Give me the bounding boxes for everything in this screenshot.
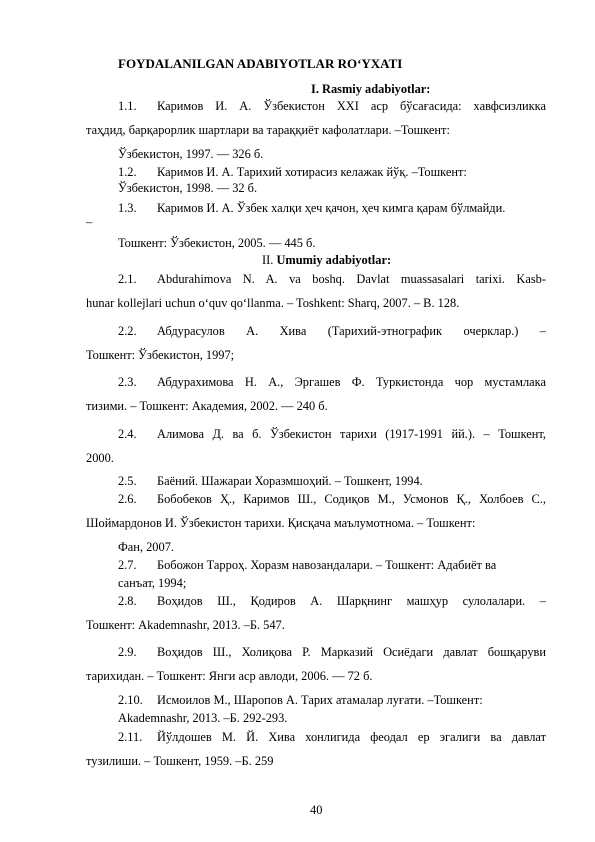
section-prefix: II. <box>262 253 277 267</box>
item-number: 2.3. <box>118 375 137 389</box>
reference-line: Баёний. Шажараи Хоразмшоҳий. – Тошкент, 1994. <box>157 474 423 488</box>
item-number: 2.2. <box>118 324 137 338</box>
reference-line: Воҳидов Ш., Холиқова Р. Марказий Осиёдаги давлат бошқаруви <box>157 645 546 659</box>
item-number: 2.9. <box>118 645 137 659</box>
reference-line: 2000. <box>86 451 114 465</box>
item-number: 2.10. <box>118 693 143 707</box>
reference-line: Ўзбекистон, 1998. — 32 б. <box>118 181 258 195</box>
page-number: 40 <box>310 803 323 817</box>
reference-line: Бобобеков Ҳ., Каримов Ш., Содиқов М., Усмонов Қ., Холбоев С., <box>157 492 546 506</box>
page-title: FOYDALANILGAN ADABIYOTLAR RO‘YXATI <box>118 56 403 71</box>
reference-line: Абдурасулов А. Хива (Тарихий-этнографик очерклар.) – <box>157 324 546 338</box>
reference-line: Каримов И. А. Ўзбекистон XXI аср бўсағасида: хавфсизликка <box>157 99 546 113</box>
reference-line: Бобожон Тарроҳ. Хоразм навозандалари. – Тошкент: Адабиёт ва <box>157 558 497 572</box>
reference-line: – <box>86 215 93 229</box>
reference-line: Исмоилов М., Шаропов А. Тарих атамалар луғати. –Тошкент: <box>157 693 483 707</box>
reference-line: Akademnashr, 2013. –Б. 292-293. <box>118 711 288 725</box>
reference-line: таҳдид, барқарорлик шартлари ва тараққиёт кафолатлари. –Тошкент: <box>86 123 450 137</box>
reference-line: Тошкент: Ўзбекистон, 2005. — 445 б. <box>118 236 316 250</box>
section-heading-official: I. Rasmiy adabiyotlar: <box>311 82 431 96</box>
reference-line: тизими. – Тошкент: Академия, 2002. — 240 б. <box>86 399 328 413</box>
section-heading-general <box>262 252 391 268</box>
reference-line: тарихидан. – Тошкент: Янги аср авлоди, 2006. — 72 б. <box>86 669 373 683</box>
item-number: 2.6. <box>118 492 137 506</box>
reference-line: Каримов И. А. Ўзбек халқи ҳеч қачон, ҳеч кимга қарам бўлмайди. <box>157 201 506 215</box>
item-number: 2.8. <box>118 594 137 608</box>
section-title: Umumiy adabiyotlar: <box>276 253 392 267</box>
reference-line: Тошкент: Akademnashr, 2013. –Б. 547. <box>86 618 285 632</box>
reference-line: Abdurahimova N. A. va boshq. Davlat muassasalari tarixi. Kasb- <box>157 272 546 286</box>
item-number: 2.5. <box>118 474 137 488</box>
reference-line: Каримов И. А. Тарихий хотирасиз келажак йўқ. –Тошкент: <box>157 165 467 179</box>
reference-line: Ўзбекистон, 1997. — 326 б. <box>118 147 264 161</box>
item-number: 2.7. <box>118 558 137 572</box>
item-number: 1.1. <box>118 99 137 113</box>
reference-line: Фан, 2007. <box>118 540 174 554</box>
item-number: 2.4. <box>118 427 137 441</box>
reference-line: санъат, 1994; <box>118 576 187 590</box>
reference-line: Абдурахимова Н. А., Эргашев Ф. Туркистонда чор мустамлака <box>157 375 546 389</box>
item-number: 2.1. <box>118 272 137 286</box>
reference-line: Алимова Д. ва б. Ўзбекистон тарихи (1917-1991 йй.). – Тошкент, <box>157 427 546 441</box>
reference-line: тузилиши. – Тошкент, 1959. –Б. 259 <box>86 754 274 768</box>
reference-line: Йўлдошев М. Й. Хива хонлигида феодал ер эгалиги ва давлат <box>157 730 546 744</box>
item-number: 2.11. <box>118 730 143 744</box>
reference-line: hunar kollejlari uchun o‘quv qo‘llanma. – Toshkent: Sharq, 2007. – B. 128. <box>86 296 460 310</box>
reference-line: Тошкент: Ўзбекистон, 1997; <box>86 348 235 362</box>
reference-line: Воҳидов Ш., Қодиров А. Шарқнинг машҳур сулолалари. – <box>157 594 546 608</box>
item-number: 1.3. <box>118 201 137 215</box>
item-number: 1.2. <box>118 165 137 179</box>
reference-line: Шоймардонов И. Ўзбекистон тарихи. Қисқача маълумотнома. – Тошкент: <box>86 516 476 530</box>
